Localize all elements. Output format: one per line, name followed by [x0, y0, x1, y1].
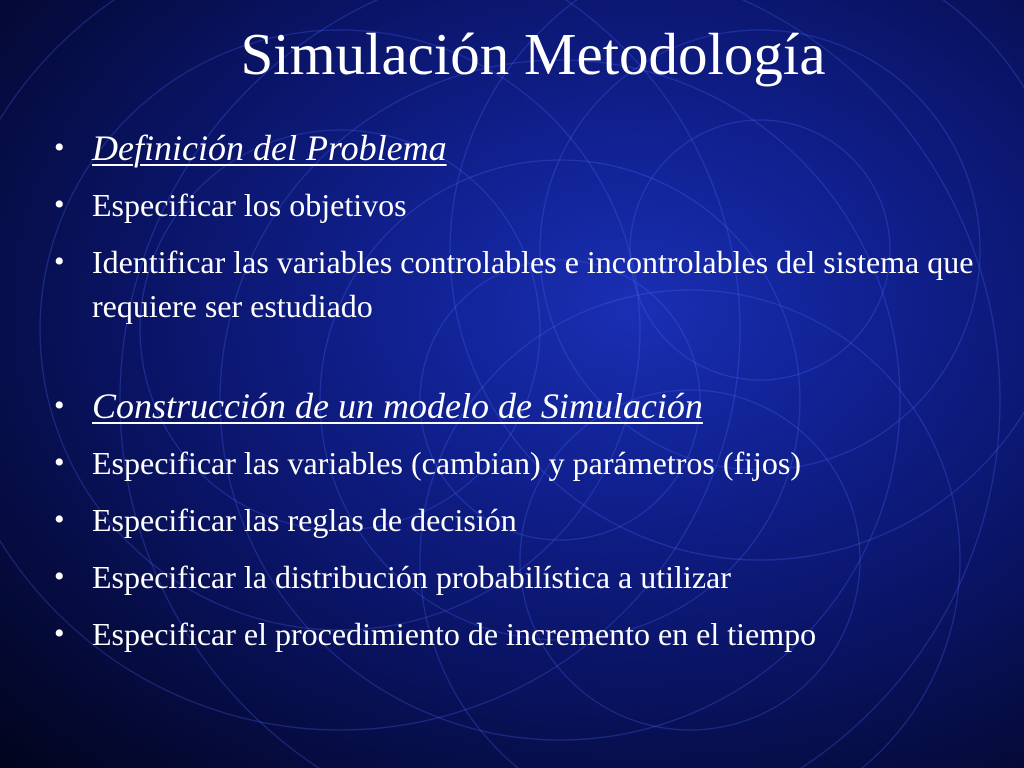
- bullet-icon: •: [54, 617, 65, 650]
- bullet-item-model-construction: [52, 384, 997, 428]
- bullet-item-time-increment: [52, 612, 997, 656]
- bullet-text: Identificar las variables controlables e incontrolables del sistema que requiere ser estudiado: [92, 244, 974, 324]
- bullet-icon: •: [54, 389, 65, 422]
- bullet-icon: •: [54, 245, 65, 278]
- bullet-icon: •: [54, 446, 65, 479]
- bullet-icon: •: [54, 131, 65, 164]
- bullet-text: Especificar los objetivos: [92, 187, 407, 223]
- bullet-icon: •: [54, 560, 65, 593]
- bullet-list: [52, 126, 997, 656]
- bullet-item-decision-rules: [52, 498, 997, 542]
- section-heading-model-construction: Construcción de un modelo de Simulación: [92, 386, 703, 426]
- bullet-item-variables: [52, 240, 997, 328]
- slide-title: Simulación Metodología: [240, 21, 826, 87]
- bullet-item-objectives: [52, 183, 997, 227]
- bullet-text: Especificar las reglas de decisión: [92, 502, 517, 538]
- section-heading-problem-definition: Definición del Problema: [92, 128, 447, 168]
- bullet-icon: •: [54, 503, 65, 536]
- bullet-item-variables-parameters: [52, 441, 997, 485]
- bullet-item-distribution: [52, 555, 997, 599]
- bullet-text: Especificar las variables (cambian) y parámetros (fijos): [92, 445, 802, 481]
- bullet-text: Especificar la distribución probabilística a utilizar: [92, 559, 731, 595]
- bullet-item-problem-definition: [52, 126, 997, 170]
- bullet-icon: •: [54, 188, 65, 221]
- bullet-text: Especificar el procedimiento de incremento en el tiempo: [92, 616, 817, 652]
